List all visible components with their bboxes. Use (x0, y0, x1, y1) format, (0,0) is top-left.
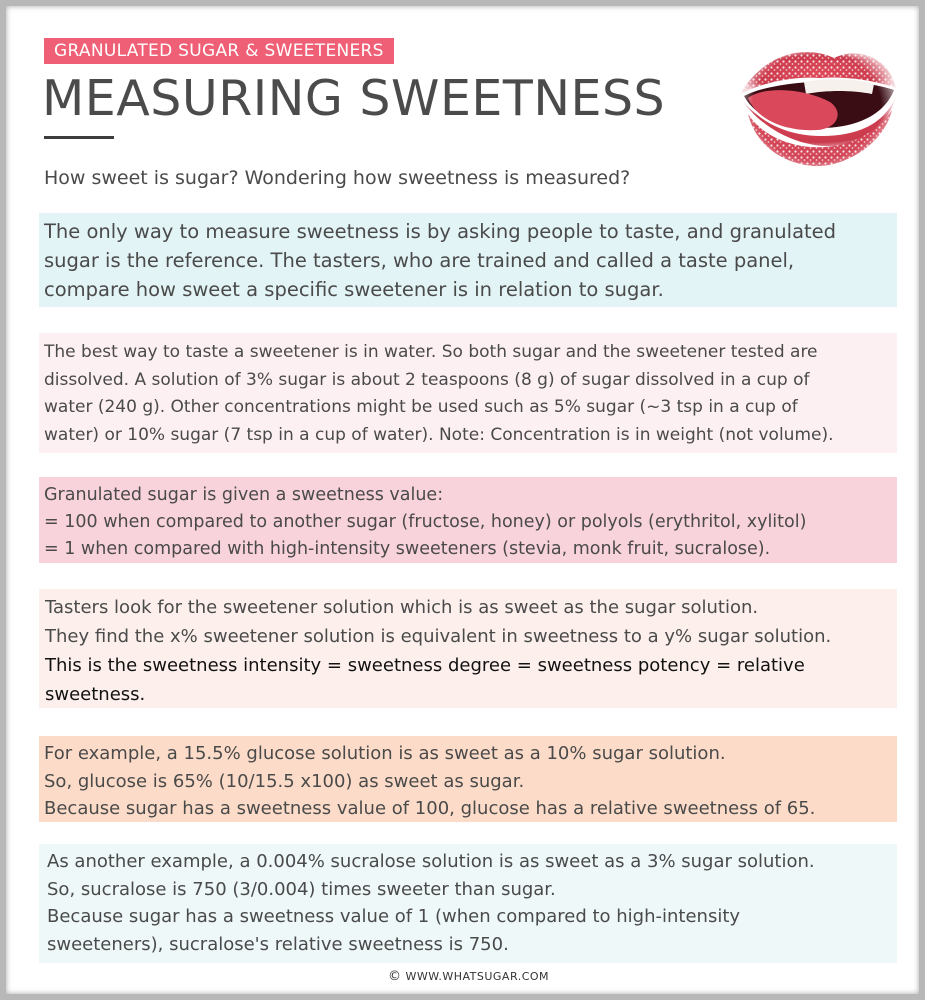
text-line: = 1 when compared with high-intensity sweeteners (stevia, monk fruit, sucralose). (44, 539, 771, 559)
section-taste-panel (39, 213, 897, 307)
text-line: sugar is the reference. The tasters, who are trained and called a taste panel, (44, 249, 795, 272)
text-line: sweeteners), sucralose's relative sweetness is 750. (47, 933, 509, 955)
site-url[interactable]: WWW.WHATSUGAR.COM (405, 970, 550, 983)
sugar-lips-image (734, 36, 900, 176)
text-line: For example, a 15.5% glucose solution is as sweet as a 10% sugar solution. (44, 743, 726, 764)
definition-line: This is the sweetness intensity = sweetness degree = sweetness potency = relative (45, 655, 805, 676)
text-line: compare how sweet a specific sweetener is in relation to sugar. (44, 278, 664, 301)
definition-line: sweetness. (45, 684, 146, 705)
footer-credit (6, 969, 925, 985)
text-line: Because sugar has a sweetness value of 100, glucose has a relative sweetness of 65. (44, 798, 816, 819)
text-line: Tasters look for the sweetener solution which is as sweet as the sugar solution. (45, 597, 759, 618)
section-tasting-in-water (39, 333, 897, 453)
text-line: So, glucose is 65% (10/15.5 x100) as sweet as sugar. (44, 770, 525, 792)
text-line: Granulated sugar is given a sweetness value: (44, 485, 444, 505)
text-line: As another example, a 0.004% sucralose solution is as sweet as a 3% sugar solution. (47, 851, 815, 872)
category-tag: GRANULATED SUGAR & SWEETENERS (44, 38, 394, 64)
text-line: = 100 when compared to another sugar (fructose, honey) or polyols (erythritol, xylitol) (44, 512, 807, 532)
title-underline (44, 136, 114, 139)
copyright-icon: © (387, 969, 402, 984)
text-line: The only way to measure sweetness is by asking people to taste, and granulated (44, 220, 837, 243)
section-sweetness-intensity (39, 589, 897, 708)
text-line: They find the x% sweetener solution is equivalent in sweetness to a y% sugar solution. (45, 626, 832, 647)
text-line: water (240 g). Other concentrations might be used such as 5% sugar (~3 tsp in a cup of (44, 397, 798, 417)
page-title: MEASURING SWEETNESS (42, 70, 666, 127)
intro-question: How sweet is sugar? Wondering how sweetness is measured? (44, 167, 631, 189)
text-line: water) or 10% sugar (7 tsp in a cup of water). Note: Concentration is in weight (not volume). (44, 424, 834, 445)
text-line: So, sucralose is 750 (3/0.004) times sweeter than sugar. (47, 878, 556, 900)
section-sucralose-example (39, 844, 897, 963)
text-line: dissolved. A solution of 3% sugar is about 2 teaspoons (8 g) of sugar dissolved in a cup of (44, 369, 810, 390)
section-sweetness-value (39, 477, 897, 563)
section-glucose-example (39, 736, 897, 822)
text-line: Because sugar has a sweetness value of 1 (when compared to high-intensity (47, 906, 741, 927)
text-line: The best way to taste a sweetener is in water. So both sugar and the sweetener tested are (44, 342, 818, 362)
